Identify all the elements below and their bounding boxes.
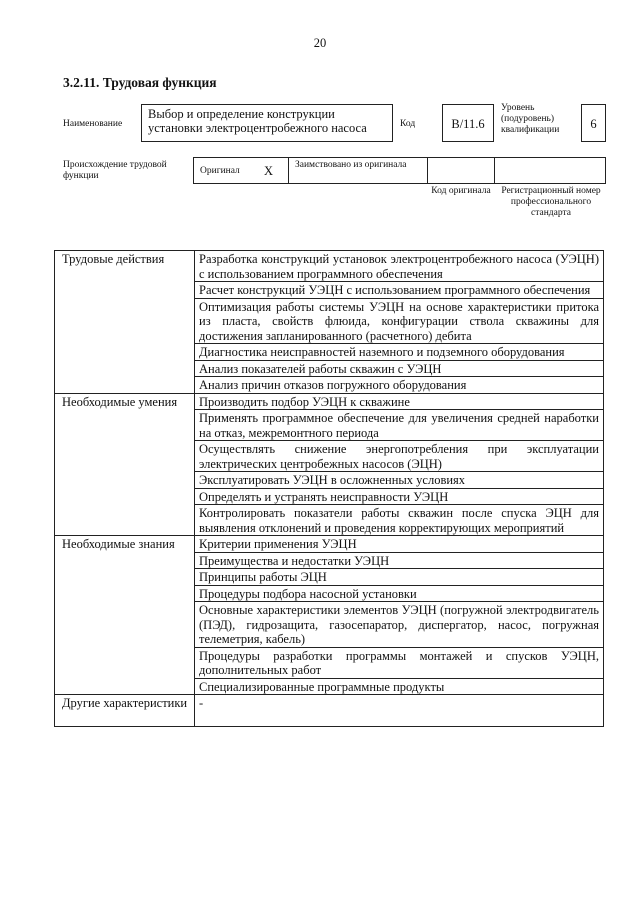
borrowed-cell — [288, 157, 428, 184]
list-item: Расчет конструкций УЭЦН с использованием программного обеспечения — [195, 282, 604, 299]
list-item: Критерии применения УЭЦН — [195, 536, 604, 553]
list-item: Осуществлять снижение энергопотребления при эксплуатации электрических центробежных насосов (ЭЦН) — [195, 441, 604, 472]
list-item: Разработка конструкций установок электроцентробежного насоса (УЭЦН) с использованием программного обеспечения — [195, 251, 604, 282]
name-label: Наименование — [63, 119, 123, 129]
code-value: B/11.6 — [451, 117, 485, 131]
section-title-other: Другие характеристики — [55, 695, 195, 727]
name-value: Выбор и определение конструкции установки электроцентробежного насоса — [148, 107, 367, 135]
table-row — [55, 695, 604, 727]
list-item: Анализ показателей работы скважин с УЭЦН — [195, 360, 604, 377]
list-item: Преимущества и недостатки УЭЦН — [195, 552, 604, 569]
list-item: Диагностика неисправностей наземного и подземного оборудования — [195, 344, 604, 361]
table-row — [55, 536, 604, 553]
reg-number-label: Регистрационный номер профессионального стандарта — [501, 186, 601, 218]
list-item: Эксплуатировать УЭЦН в осложненных условиях — [195, 472, 604, 489]
table-row — [55, 251, 604, 282]
original-label: Оригинал — [200, 166, 240, 176]
name-value-box — [141, 104, 393, 142]
reg-number-cell — [494, 157, 606, 184]
borrowed-label: Заимствовано из оригинала — [295, 160, 407, 170]
code-original-label: Код оригинала — [431, 186, 491, 196]
level-value-box — [581, 104, 606, 142]
section-title-skills: Необходимые умения — [55, 393, 195, 536]
list-item: Процедуры подбора насосной установки — [195, 585, 604, 602]
list-item: Контролировать показатели работы скважин после спуска ЭЦН для выявления отклонений и проведения корректирующих мероприятий — [195, 505, 604, 536]
list-item: Основные характеристики элементов УЭЦН (погружной электродвигатель (ПЭД), гидрозащита, газосепаратор, диспергатор, насос, погружная телеметрия, кабель) — [195, 602, 604, 648]
list-item: Процедуры разработки программы монтажей и спусков УЭЦН, дополнительных работ — [195, 647, 604, 678]
origin-label: Происхождение трудовой функции — [63, 160, 167, 181]
list-item: Производить подбор УЭЦН к скважине — [195, 393, 604, 410]
code-value-box — [442, 104, 494, 142]
section-title-actions: Трудовые действия — [55, 251, 195, 394]
code-original-cell — [427, 157, 495, 184]
list-item: Применять программное обеспечение для увеличения средней наработки на отказ, межремонтного периода — [195, 410, 604, 441]
level-label: Уровень (подуровень) квалификации — [501, 103, 560, 135]
list-item: Оптимизация работы системы УЭЦН на основе характеристики притока из пласта, свойств флюида, конфигурации ствола скважины для достижения запланированного (расчетного) дебита — [195, 298, 604, 344]
function-details-table — [54, 250, 604, 727]
list-item: Определять и устранять неисправности УЭЦН — [195, 488, 604, 505]
page-number: 20 — [313, 36, 327, 50]
section-title-knowledge: Необходимые знания — [55, 536, 195, 695]
code-label: Код — [400, 119, 416, 129]
table-row — [55, 393, 604, 410]
list-item: Анализ причин отказов погружного оборудования — [195, 377, 604, 394]
original-cell — [193, 157, 289, 184]
level-value: 6 — [590, 117, 597, 131]
list-item: Специализированные программные продукты — [195, 678, 604, 695]
list-item: - — [195, 695, 604, 727]
list-item: Принципы работы ЭЦН — [195, 569, 604, 586]
section-title: 3.2.11. Трудовая функция — [63, 75, 217, 90]
original-mark: X — [264, 164, 274, 178]
